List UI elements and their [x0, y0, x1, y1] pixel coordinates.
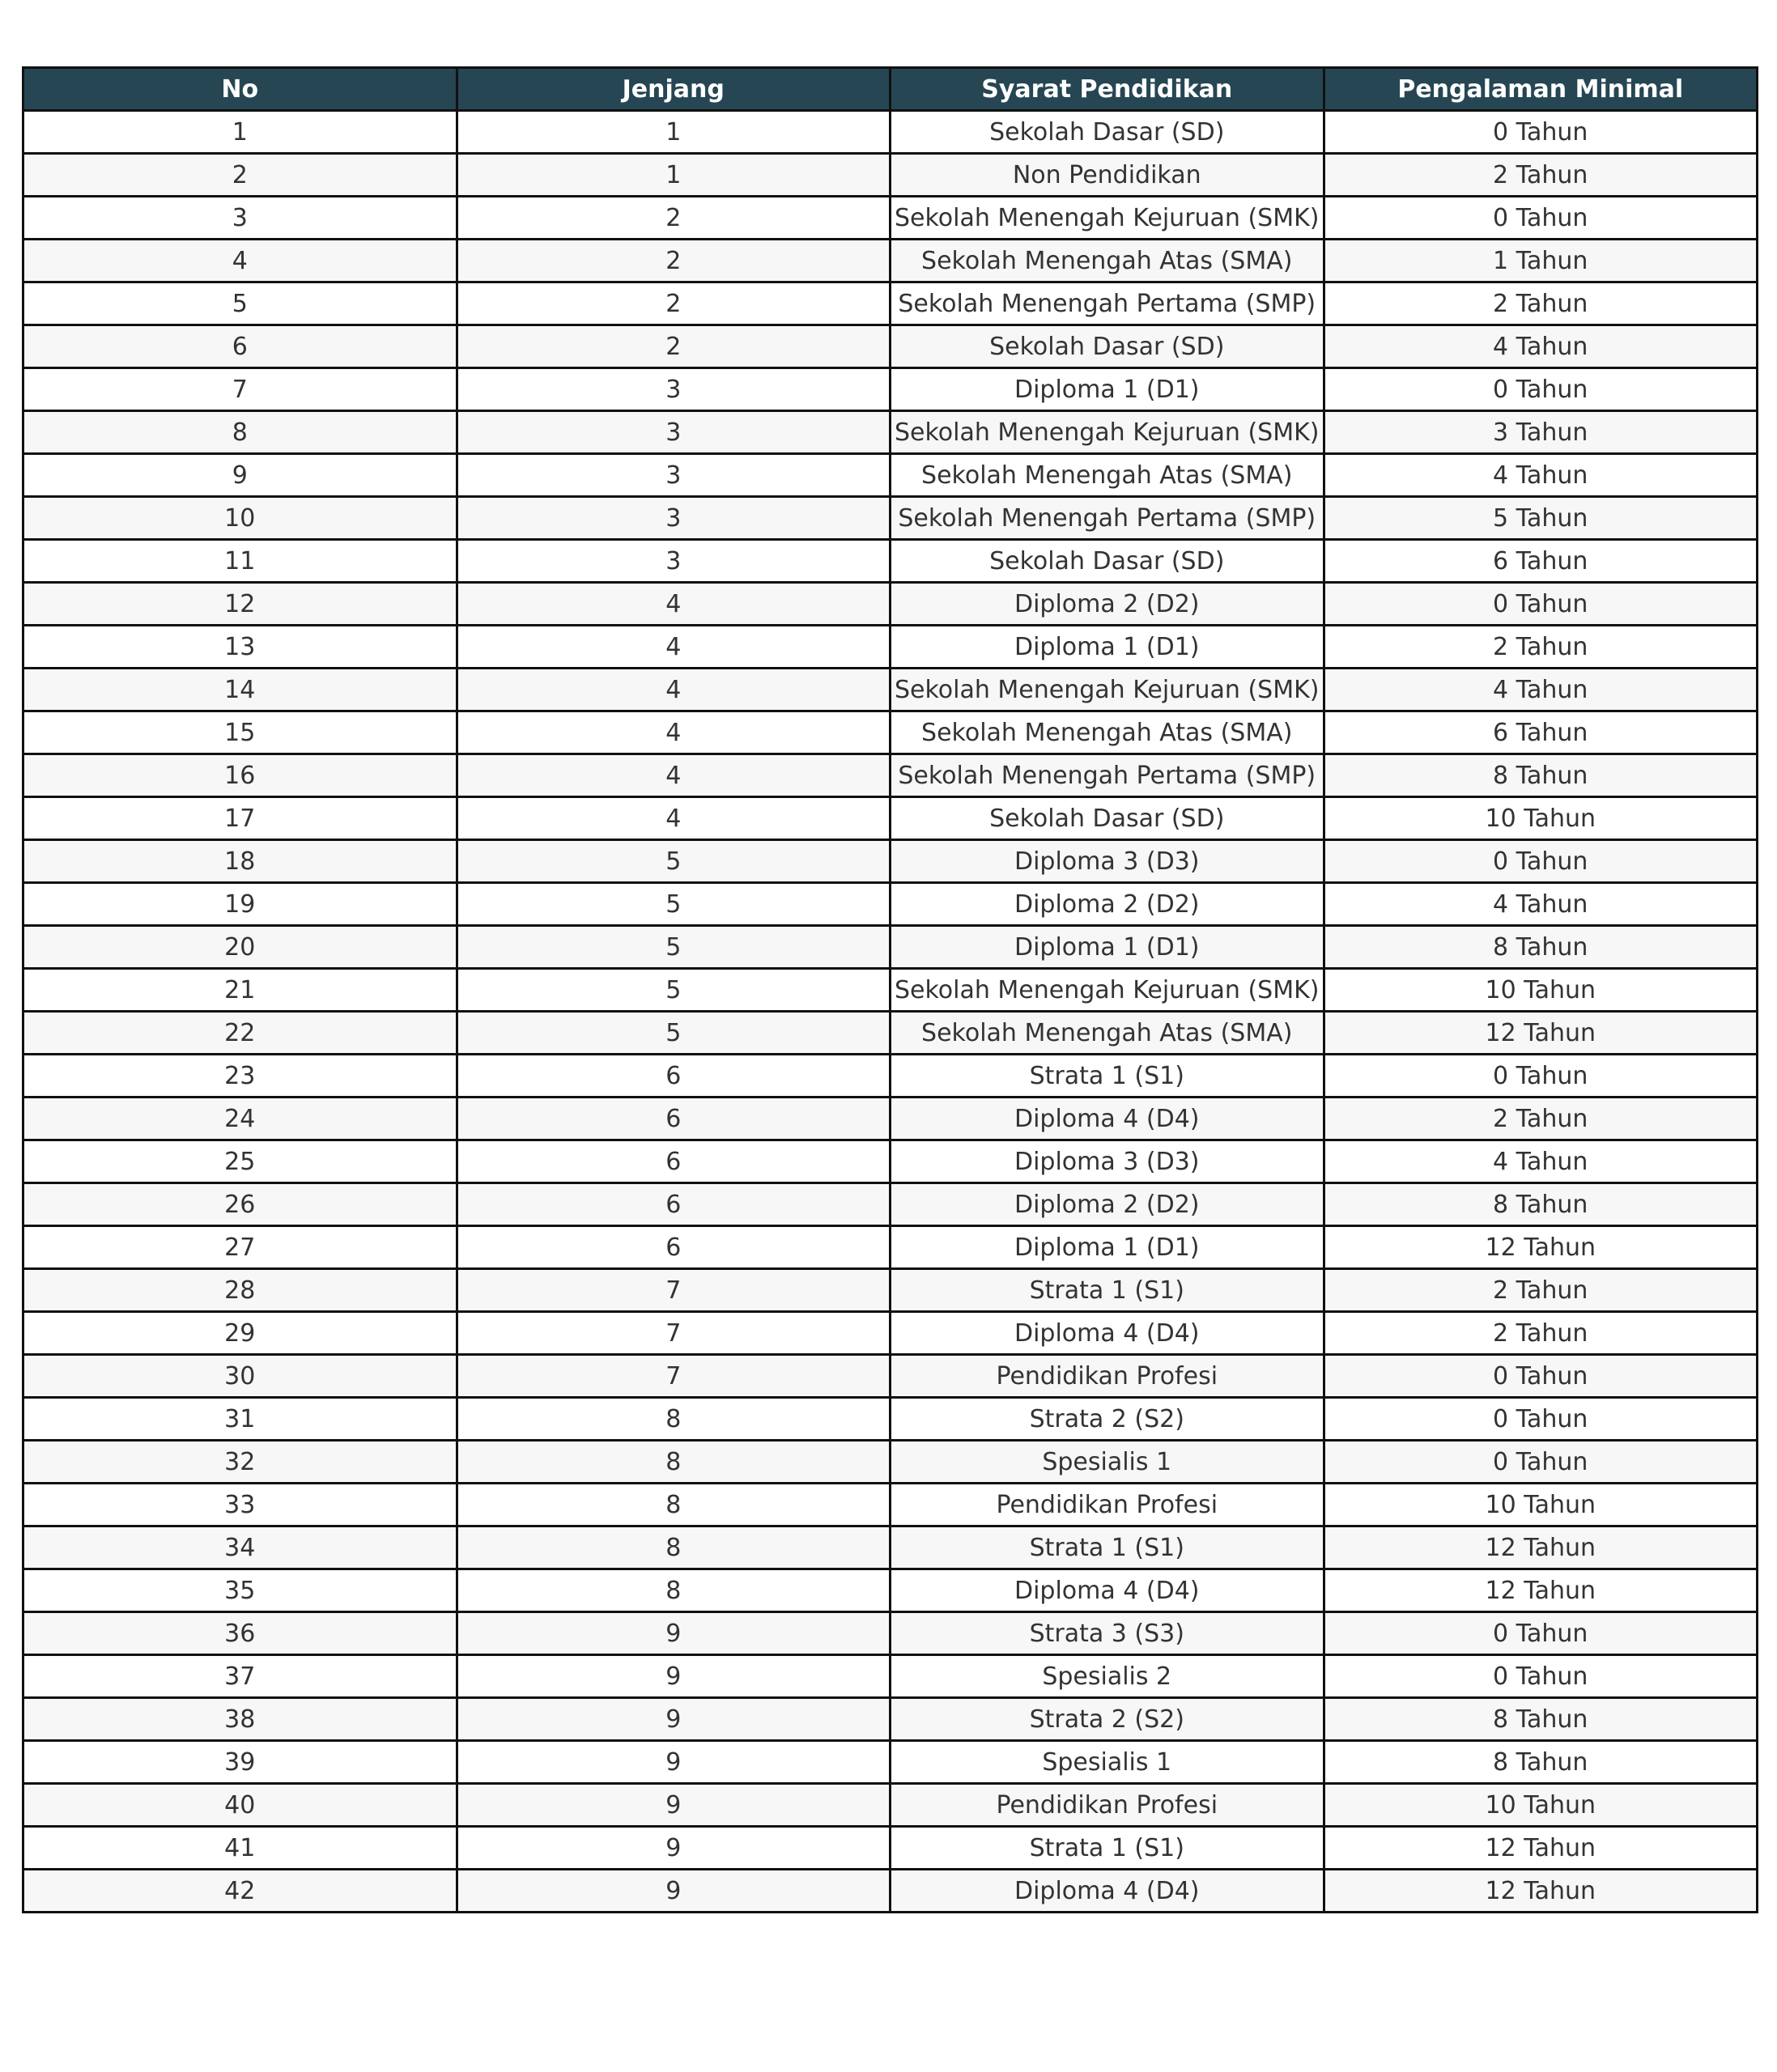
cell-jenjang: 3	[457, 368, 891, 411]
cell-syarat-pendidikan: Spesialis 2	[891, 1655, 1324, 1698]
table-row	[23, 669, 1758, 711]
table-body	[23, 111, 1758, 1913]
cell-syarat-pendidikan: Strata 1 (S1)	[891, 1526, 1324, 1569]
cell-no: 17	[23, 797, 457, 840]
cell-no: 42	[23, 1870, 457, 1913]
cell-pengalaman-minimal: 12 Tahun	[1324, 1870, 1758, 1913]
cell-no: 12	[23, 583, 457, 626]
cell-jenjang: 9	[457, 1612, 891, 1655]
cell-syarat-pendidikan: Pendidikan Profesi	[891, 1784, 1324, 1827]
cell-no: 7	[23, 368, 457, 411]
table-row	[23, 754, 1758, 797]
cell-jenjang: 8	[457, 1569, 891, 1612]
cell-jenjang: 7	[457, 1269, 891, 1312]
cell-no: 11	[23, 540, 457, 583]
cell-jenjang: 3	[457, 411, 891, 454]
cell-pengalaman-minimal: 0 Tahun	[1324, 1398, 1758, 1441]
cell-jenjang: 9	[457, 1827, 891, 1870]
table-row	[23, 926, 1758, 969]
table-row	[23, 1012, 1758, 1055]
cell-jenjang: 2	[457, 197, 891, 240]
cell-pengalaman-minimal: 8 Tahun	[1324, 1698, 1758, 1741]
cell-jenjang: 5	[457, 926, 891, 969]
table-row	[23, 1098, 1758, 1140]
cell-jenjang: 9	[457, 1655, 891, 1698]
cell-jenjang: 6	[457, 1055, 891, 1098]
cell-pengalaman-minimal: 4 Tahun	[1324, 883, 1758, 926]
cell-syarat-pendidikan: Diploma 1 (D1)	[891, 1226, 1324, 1269]
cell-no: 33	[23, 1484, 457, 1526]
table-row	[23, 583, 1758, 626]
cell-no: 31	[23, 1398, 457, 1441]
cell-no: 22	[23, 1012, 457, 1055]
cell-syarat-pendidikan: Sekolah Menengah Kejuruan (SMK)	[891, 969, 1324, 1012]
cell-no: 13	[23, 626, 457, 669]
table-row	[23, 1569, 1758, 1612]
cell-pengalaman-minimal: 8 Tahun	[1324, 754, 1758, 797]
cell-no: 29	[23, 1312, 457, 1355]
table-row	[23, 883, 1758, 926]
cell-syarat-pendidikan: Sekolah Menengah Kejuruan (SMK)	[891, 411, 1324, 454]
cell-syarat-pendidikan: Sekolah Menengah Atas (SMA)	[891, 240, 1324, 282]
cell-syarat-pendidikan: Diploma 1 (D1)	[891, 926, 1324, 969]
cell-pengalaman-minimal: 10 Tahun	[1324, 1784, 1758, 1827]
table-row	[23, 1441, 1758, 1484]
cell-syarat-pendidikan: Strata 2 (S2)	[891, 1398, 1324, 1441]
table-row	[23, 1398, 1758, 1441]
cell-pengalaman-minimal: 0 Tahun	[1324, 111, 1758, 154]
cell-no: 19	[23, 883, 457, 926]
cell-pengalaman-minimal: 4 Tahun	[1324, 1140, 1758, 1183]
cell-jenjang: 9	[457, 1741, 891, 1784]
cell-jenjang: 4	[457, 754, 891, 797]
cell-syarat-pendidikan: Pendidikan Profesi	[891, 1355, 1324, 1398]
cell-jenjang: 4	[457, 626, 891, 669]
table-row	[23, 1355, 1758, 1398]
cell-pengalaman-minimal: 10 Tahun	[1324, 1484, 1758, 1526]
cell-pengalaman-minimal: 4 Tahun	[1324, 325, 1758, 368]
table-row	[23, 411, 1758, 454]
cell-no: 23	[23, 1055, 457, 1098]
cell-pengalaman-minimal: 12 Tahun	[1324, 1569, 1758, 1612]
table-row	[23, 711, 1758, 754]
header-syarat-pendidikan: Syarat Pendidikan	[891, 68, 1324, 111]
cell-pengalaman-minimal: 2 Tahun	[1324, 1269, 1758, 1312]
cell-jenjang: 3	[457, 497, 891, 540]
cell-pengalaman-minimal: 10 Tahun	[1324, 797, 1758, 840]
cell-syarat-pendidikan: Diploma 1 (D1)	[891, 368, 1324, 411]
table-row	[23, 626, 1758, 669]
education-requirements-table	[22, 66, 1758, 1913]
cell-jenjang: 6	[457, 1226, 891, 1269]
table-row	[23, 282, 1758, 325]
cell-syarat-pendidikan: Pendidikan Profesi	[891, 1484, 1324, 1526]
cell-pengalaman-minimal: 4 Tahun	[1324, 669, 1758, 711]
cell-no: 18	[23, 840, 457, 883]
cell-syarat-pendidikan: Sekolah Menengah Atas (SMA)	[891, 454, 1324, 497]
cell-syarat-pendidikan: Sekolah Menengah Pertama (SMP)	[891, 754, 1324, 797]
cell-pengalaman-minimal: 0 Tahun	[1324, 1655, 1758, 1698]
cell-no: 14	[23, 669, 457, 711]
cell-jenjang: 4	[457, 797, 891, 840]
cell-jenjang: 5	[457, 883, 891, 926]
cell-syarat-pendidikan: Diploma 3 (D3)	[891, 1140, 1324, 1183]
cell-jenjang: 8	[457, 1398, 891, 1441]
cell-jenjang: 8	[457, 1484, 891, 1526]
cell-jenjang: 2	[457, 240, 891, 282]
cell-no: 24	[23, 1098, 457, 1140]
cell-no: 1	[23, 111, 457, 154]
cell-pengalaman-minimal: 0 Tahun	[1324, 368, 1758, 411]
cell-pengalaman-minimal: 2 Tahun	[1324, 1098, 1758, 1140]
table-row	[23, 969, 1758, 1012]
header-no: No	[23, 68, 457, 111]
cell-jenjang: 9	[457, 1784, 891, 1827]
cell-pengalaman-minimal: 6 Tahun	[1324, 711, 1758, 754]
cell-no: 16	[23, 754, 457, 797]
cell-no: 38	[23, 1698, 457, 1741]
cell-jenjang: 5	[457, 840, 891, 883]
cell-syarat-pendidikan: Sekolah Dasar (SD)	[891, 540, 1324, 583]
cell-jenjang: 7	[457, 1355, 891, 1398]
cell-syarat-pendidikan: Strata 1 (S1)	[891, 1055, 1324, 1098]
table-row	[23, 540, 1758, 583]
table-row	[23, 368, 1758, 411]
cell-no: 3	[23, 197, 457, 240]
table-row	[23, 1784, 1758, 1827]
table-row	[23, 1827, 1758, 1870]
cell-pengalaman-minimal: 5 Tahun	[1324, 497, 1758, 540]
table-row	[23, 240, 1758, 282]
cell-no: 30	[23, 1355, 457, 1398]
cell-syarat-pendidikan: Strata 3 (S3)	[891, 1612, 1324, 1655]
table-row	[23, 1698, 1758, 1741]
cell-no: 6	[23, 325, 457, 368]
cell-jenjang: 6	[457, 1140, 891, 1183]
cell-pengalaman-minimal: 3 Tahun	[1324, 411, 1758, 454]
cell-no: 15	[23, 711, 457, 754]
cell-pengalaman-minimal: 0 Tahun	[1324, 197, 1758, 240]
cell-no: 35	[23, 1569, 457, 1612]
cell-syarat-pendidikan: Strata 1 (S1)	[891, 1827, 1324, 1870]
table-row	[23, 497, 1758, 540]
cell-no: 20	[23, 926, 457, 969]
cell-syarat-pendidikan: Diploma 2 (D2)	[891, 583, 1324, 626]
cell-pengalaman-minimal: 0 Tahun	[1324, 1612, 1758, 1655]
cell-no: 5	[23, 282, 457, 325]
table-row	[23, 1741, 1758, 1784]
cell-syarat-pendidikan: Sekolah Menengah Pertama (SMP)	[891, 497, 1324, 540]
cell-jenjang: 6	[457, 1098, 891, 1140]
table-row	[23, 1183, 1758, 1226]
cell-no: 21	[23, 969, 457, 1012]
cell-jenjang: 9	[457, 1870, 891, 1913]
table-row	[23, 1526, 1758, 1569]
cell-no: 26	[23, 1183, 457, 1226]
cell-jenjang: 4	[457, 583, 891, 626]
cell-syarat-pendidikan: Sekolah Menengah Pertama (SMP)	[891, 282, 1324, 325]
cell-pengalaman-minimal: 0 Tahun	[1324, 1355, 1758, 1398]
cell-jenjang: 4	[457, 669, 891, 711]
table-row	[23, 154, 1758, 197]
cell-jenjang: 8	[457, 1526, 891, 1569]
cell-no: 10	[23, 497, 457, 540]
cell-pengalaman-minimal: 12 Tahun	[1324, 1226, 1758, 1269]
cell-syarat-pendidikan: Sekolah Menengah Atas (SMA)	[891, 1012, 1324, 1055]
table-row	[23, 1655, 1758, 1698]
cell-syarat-pendidikan: Diploma 2 (D2)	[891, 1183, 1324, 1226]
cell-no: 8	[23, 411, 457, 454]
cell-jenjang: 1	[457, 154, 891, 197]
table-row	[23, 111, 1758, 154]
table-row	[23, 1055, 1758, 1098]
cell-syarat-pendidikan: Non Pendidikan	[891, 154, 1324, 197]
table-row	[23, 840, 1758, 883]
cell-jenjang: 1	[457, 111, 891, 154]
table-row	[23, 1269, 1758, 1312]
cell-jenjang: 3	[457, 454, 891, 497]
cell-no: 37	[23, 1655, 457, 1698]
cell-no: 36	[23, 1612, 457, 1655]
table-row	[23, 197, 1758, 240]
cell-no: 4	[23, 240, 457, 282]
cell-jenjang: 4	[457, 711, 891, 754]
cell-pengalaman-minimal: 2 Tahun	[1324, 626, 1758, 669]
cell-jenjang: 9	[457, 1698, 891, 1741]
cell-syarat-pendidikan: Strata 1 (S1)	[891, 1269, 1324, 1312]
cell-jenjang: 2	[457, 282, 891, 325]
table-row	[23, 1870, 1758, 1913]
cell-jenjang: 7	[457, 1312, 891, 1355]
cell-pengalaman-minimal: 6 Tahun	[1324, 540, 1758, 583]
cell-pengalaman-minimal: 0 Tahun	[1324, 583, 1758, 626]
cell-pengalaman-minimal: 12 Tahun	[1324, 1526, 1758, 1569]
cell-pengalaman-minimal: 8 Tahun	[1324, 926, 1758, 969]
cell-no: 9	[23, 454, 457, 497]
cell-syarat-pendidikan: Sekolah Dasar (SD)	[891, 797, 1324, 840]
header-pengalaman-minimal: Pengalaman Minimal	[1324, 68, 1758, 111]
cell-pengalaman-minimal: 8 Tahun	[1324, 1183, 1758, 1226]
cell-syarat-pendidikan: Spesialis 1	[891, 1741, 1324, 1784]
table-row	[23, 325, 1758, 368]
table-header	[23, 68, 1758, 111]
cell-pengalaman-minimal: 0 Tahun	[1324, 840, 1758, 883]
cell-pengalaman-minimal: 12 Tahun	[1324, 1012, 1758, 1055]
cell-syarat-pendidikan: Diploma 1 (D1)	[891, 626, 1324, 669]
cell-pengalaman-minimal: 1 Tahun	[1324, 240, 1758, 282]
cell-syarat-pendidikan: Sekolah Menengah Kejuruan (SMK)	[891, 197, 1324, 240]
cell-pengalaman-minimal: 0 Tahun	[1324, 1441, 1758, 1484]
cell-jenjang: 3	[457, 540, 891, 583]
cell-pengalaman-minimal: 0 Tahun	[1324, 1055, 1758, 1098]
cell-pengalaman-minimal: 10 Tahun	[1324, 969, 1758, 1012]
cell-no: 40	[23, 1784, 457, 1827]
cell-jenjang: 2	[457, 325, 891, 368]
header-jenjang: Jenjang	[457, 68, 891, 111]
cell-pengalaman-minimal: 8 Tahun	[1324, 1741, 1758, 1784]
cell-no: 28	[23, 1269, 457, 1312]
cell-jenjang: 5	[457, 969, 891, 1012]
cell-no: 34	[23, 1526, 457, 1569]
cell-no: 39	[23, 1741, 457, 1784]
cell-jenjang: 5	[457, 1012, 891, 1055]
table-row	[23, 797, 1758, 840]
cell-syarat-pendidikan: Strata 2 (S2)	[891, 1698, 1324, 1741]
cell-syarat-pendidikan: Diploma 4 (D4)	[891, 1870, 1324, 1913]
cell-pengalaman-minimal: 4 Tahun	[1324, 454, 1758, 497]
cell-jenjang: 8	[457, 1441, 891, 1484]
cell-syarat-pendidikan: Spesialis 1	[891, 1441, 1324, 1484]
cell-syarat-pendidikan: Sekolah Menengah Atas (SMA)	[891, 711, 1324, 754]
table-row	[23, 454, 1758, 497]
cell-syarat-pendidikan: Diploma 2 (D2)	[891, 883, 1324, 926]
cell-syarat-pendidikan: Diploma 4 (D4)	[891, 1312, 1324, 1355]
cell-pengalaman-minimal: 2 Tahun	[1324, 154, 1758, 197]
cell-jenjang: 6	[457, 1183, 891, 1226]
table-row	[23, 1140, 1758, 1183]
cell-syarat-pendidikan: Sekolah Dasar (SD)	[891, 111, 1324, 154]
cell-pengalaman-minimal: 2 Tahun	[1324, 1312, 1758, 1355]
cell-pengalaman-minimal: 2 Tahun	[1324, 282, 1758, 325]
table-row	[23, 1226, 1758, 1269]
cell-syarat-pendidikan: Diploma 4 (D4)	[891, 1098, 1324, 1140]
table-row	[23, 1612, 1758, 1655]
table-row	[23, 1484, 1758, 1526]
cell-no: 27	[23, 1226, 457, 1269]
cell-syarat-pendidikan: Sekolah Menengah Kejuruan (SMK)	[891, 669, 1324, 711]
cell-syarat-pendidikan: Diploma 4 (D4)	[891, 1569, 1324, 1612]
cell-syarat-pendidikan: Diploma 3 (D3)	[891, 840, 1324, 883]
header-row	[23, 68, 1758, 111]
cell-pengalaman-minimal: 12 Tahun	[1324, 1827, 1758, 1870]
cell-no: 41	[23, 1827, 457, 1870]
cell-no: 32	[23, 1441, 457, 1484]
cell-no: 2	[23, 154, 457, 197]
cell-syarat-pendidikan: Sekolah Dasar (SD)	[891, 325, 1324, 368]
table-row	[23, 1312, 1758, 1355]
cell-no: 25	[23, 1140, 457, 1183]
